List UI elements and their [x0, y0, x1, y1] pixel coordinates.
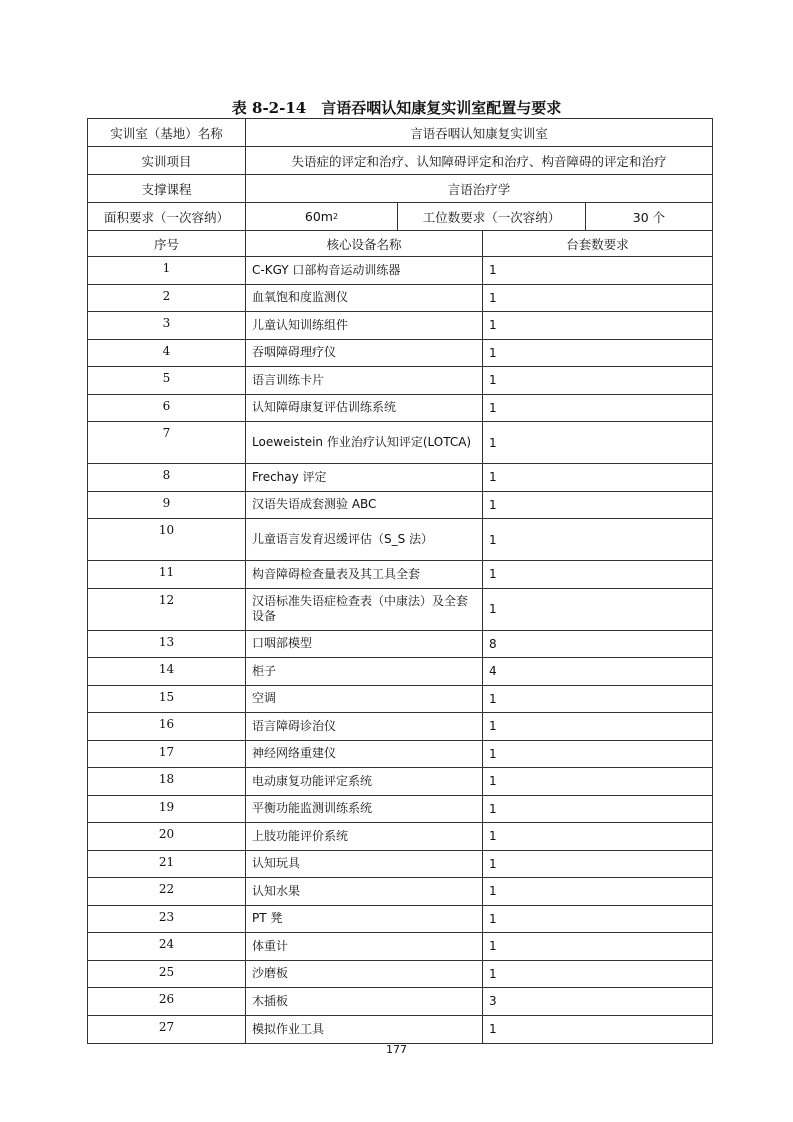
- equipment-quantity: 1: [489, 497, 497, 512]
- row-number: 4: [88, 340, 246, 367]
- table-title: 表 8-2-14 言语吞咽认知康复实训室配置与要求: [231, 99, 562, 117]
- table-row: [88, 257, 712, 285]
- row-number: 8: [88, 464, 246, 491]
- equipment-name: 上肢功能评价系统: [246, 823, 483, 850]
- table-row: [88, 422, 712, 464]
- equipment-quantity: 3: [489, 994, 497, 1009]
- row-number: 16: [88, 713, 246, 740]
- equipment-name: 柜子: [246, 658, 483, 685]
- row-number: 25: [88, 961, 246, 988]
- equipment-quantity: 1: [489, 470, 497, 485]
- table-row: [88, 878, 712, 906]
- equipment-quantity: 1: [489, 691, 497, 706]
- area-label: 面积要求（一次容纳）: [88, 203, 246, 230]
- row-number: 22: [88, 878, 246, 905]
- equipment-quantity: 1: [489, 345, 497, 360]
- equipment-quantity: 1: [489, 567, 497, 582]
- equipment-name: 平衡功能监测训练系统: [246, 796, 483, 823]
- equipment-name: 语言训练卡片: [246, 367, 483, 394]
- equipment-quantity: 1: [489, 774, 497, 789]
- table-row: [88, 988, 712, 1016]
- course-value: 言语治疗学: [447, 181, 511, 197]
- row-number: 18: [88, 768, 246, 795]
- table-row: [88, 823, 712, 851]
- equipment-name: 空调: [246, 686, 483, 713]
- equipment-quantity: 1: [489, 801, 497, 816]
- row-number: 6: [88, 395, 246, 422]
- row-number: 10: [88, 519, 246, 560]
- table-row: [88, 519, 712, 561]
- equipment-name: 口咽部模型: [246, 631, 483, 658]
- area-value: [246, 203, 398, 230]
- header-qty: 台套数要求: [566, 236, 629, 252]
- equipment-quantity: 1: [489, 829, 497, 844]
- table-row: [88, 589, 712, 631]
- table-row: [88, 906, 712, 934]
- room-row: [88, 119, 712, 147]
- row-number: 9: [88, 492, 246, 519]
- row-number: 24: [88, 933, 246, 960]
- equipment-name: 认知水果: [246, 878, 483, 905]
- equipment-name: C-KGY 口部构音运动训练器: [246, 257, 483, 284]
- equipment-name: 认知障碍康复评估训练系统: [246, 395, 483, 422]
- equipment-name: 儿童认知训练组件: [246, 312, 483, 339]
- equipment-name: 体重计: [246, 933, 483, 960]
- table-row: [88, 851, 712, 879]
- header-row: [88, 231, 712, 257]
- row-number: 13: [88, 631, 246, 658]
- row-number: 26: [88, 988, 246, 1015]
- table-row: [88, 796, 712, 824]
- equipment-quantity: 1: [489, 263, 497, 278]
- project-value: 失语症的评定和治疗、认知障碍评定和治疗、构音障碍的评定和治疗: [291, 153, 667, 169]
- header-name: 核心设备名称: [246, 231, 483, 256]
- equipment-name: 构音障碍检查量表及其工具全套: [246, 561, 483, 588]
- equipment-name: 神经网络重建仪: [246, 741, 483, 768]
- project-row: [88, 147, 712, 175]
- table-row: [88, 768, 712, 796]
- equipment-name: 语言障碍诊治仪: [246, 713, 483, 740]
- table-row: [88, 658, 712, 686]
- page-number: 177: [386, 1043, 407, 1056]
- equipment-name: 认知玩具: [246, 851, 483, 878]
- table-body: [88, 257, 712, 1043]
- table-row: [88, 285, 712, 313]
- equipment-quantity: 8: [489, 636, 497, 651]
- row-number: 2: [88, 285, 246, 312]
- row-number: 21: [88, 851, 246, 878]
- row-number: 5: [88, 367, 246, 394]
- course-row: [88, 175, 712, 203]
- area-number: 60m: [304, 209, 333, 224]
- equipment-quantity: 1: [489, 939, 497, 954]
- equipment-name: 木插板: [246, 988, 483, 1015]
- row-number: 23: [88, 906, 246, 933]
- station-value: 30 个: [632, 209, 666, 225]
- station-label: 工位数要求（一次容纳）: [398, 203, 586, 230]
- row-number: 17: [88, 741, 246, 768]
- row-number: 7: [88, 422, 246, 463]
- row-number: 15: [88, 686, 246, 713]
- row-number: 11: [88, 561, 246, 588]
- equipment-quantity: 1: [489, 719, 497, 734]
- equipment-quantity: 1: [489, 602, 497, 616]
- table-row: [88, 312, 712, 340]
- equipment-quantity: 1: [489, 373, 497, 388]
- equipment-quantity: 4: [489, 664, 497, 679]
- table-row: [88, 713, 712, 741]
- row-number: 20: [88, 823, 246, 850]
- row-number: 3: [88, 312, 246, 339]
- area-row: [88, 203, 712, 231]
- project-label: 实训项目: [88, 147, 246, 174]
- row-number: 27: [88, 1016, 246, 1044]
- equipment-name: 汉语标准失语症检查表（中康法）及全套设备: [246, 589, 483, 630]
- equipment-quantity: 1: [489, 966, 497, 981]
- header-no: 序号: [88, 231, 246, 256]
- table-row: [88, 741, 712, 769]
- equipment-quantity: 1: [489, 884, 497, 899]
- equipment-name: Frechay 评定: [246, 464, 483, 491]
- table-row: [88, 686, 712, 714]
- row-number: 12: [88, 589, 246, 630]
- equipment-quantity: 1: [489, 435, 497, 450]
- equipment-quantity: 1: [489, 290, 497, 305]
- equipment-name: 吞咽障碍理疗仪: [246, 340, 483, 367]
- table-row: [88, 933, 712, 961]
- area-superscript: 2: [333, 212, 339, 221]
- equipment-name: 电动康复功能评定系统: [246, 768, 483, 795]
- course-label: 支撑课程: [88, 175, 246, 202]
- equipment-quantity: 1: [489, 400, 497, 415]
- table-row: [88, 631, 712, 659]
- room-label: 实训室（基地）名称: [88, 119, 246, 146]
- equipment-quantity: 1: [489, 911, 497, 926]
- table-row: [88, 492, 712, 520]
- table-row: [88, 367, 712, 395]
- equipment-table: [87, 118, 713, 1044]
- table-row: [88, 561, 712, 589]
- equipment-quantity: 1: [489, 746, 497, 761]
- equipment-name: 儿童语言发育迟缓评估（S_S 法）: [246, 519, 483, 560]
- equipment-name: 血氧饱和度监测仪: [246, 285, 483, 312]
- room-value: 言语吞咽认知康复实训室: [410, 125, 548, 141]
- equipment-name: 汉语失语成套测验 ABC: [246, 492, 483, 519]
- table-row: [88, 395, 712, 423]
- table-row: [88, 464, 712, 492]
- equipment-name: PT 凳: [246, 906, 483, 933]
- row-number: 19: [88, 796, 246, 823]
- equipment-quantity: 1: [489, 318, 497, 333]
- table-row: [88, 340, 712, 368]
- table-row: [88, 961, 712, 989]
- equipment-name: 沙磨板: [246, 961, 483, 988]
- row-number: 14: [88, 658, 246, 685]
- equipment-quantity: 1: [489, 1022, 497, 1037]
- row-number: 1: [88, 257, 246, 284]
- equipment-quantity: 1: [489, 856, 497, 871]
- equipment-name: 模拟作业工具: [246, 1016, 483, 1044]
- equipment-quantity: 1: [489, 532, 497, 547]
- table-row: [88, 1016, 712, 1044]
- equipment-name: Loeweistein 作业治疗认知评定(LOTCA): [246, 422, 483, 463]
